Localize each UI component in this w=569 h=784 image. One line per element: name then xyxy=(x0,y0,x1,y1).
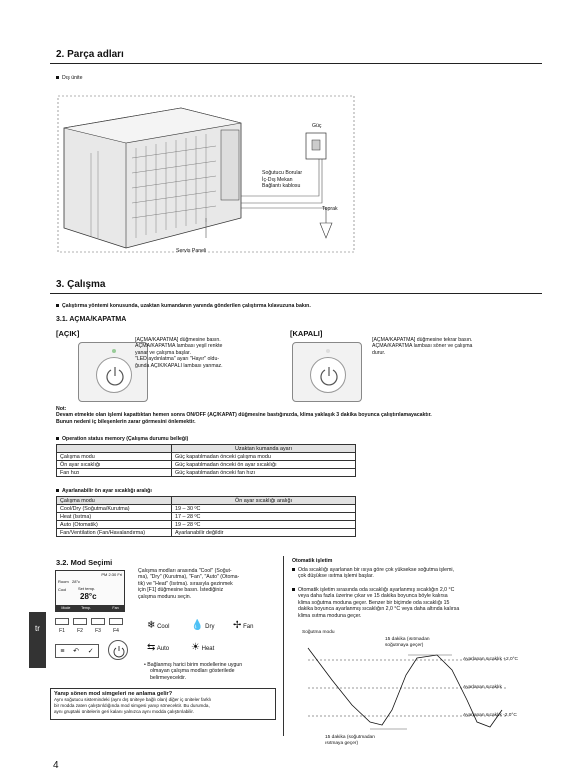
power-icon xyxy=(109,641,129,661)
off-label: [KAPALI] xyxy=(290,329,323,338)
fan-icon: ✢ xyxy=(233,620,242,631)
remote-lcd: PM 2:30 Fri Room 28°c Cool Set temp. 28°c Mode Temp. Fan xyxy=(55,570,125,612)
power-button-off[interactable] xyxy=(310,357,346,393)
graph-cool-mode: Soğutma modu xyxy=(302,630,335,635)
mode-auto: ⇆ Auto xyxy=(147,642,170,653)
f3-key[interactable] xyxy=(91,618,105,625)
sub-heading-mode: 3.2. Mod Seçimi xyxy=(56,558,113,567)
auto-icon: ⇆ xyxy=(147,642,156,653)
f4-key[interactable] xyxy=(109,618,123,625)
return-icon[interactable]: ↶ xyxy=(73,648,80,655)
mode-fan: ✢ Fan xyxy=(233,620,254,631)
droplet-icon: 💧 xyxy=(191,620,204,631)
divider xyxy=(50,293,542,294)
label-service-panel: Servis Paneli xyxy=(176,248,207,254)
table-row: Fan/Ventilation (Fan/Havalandırma) Ayarlanabilir değildir xyxy=(57,529,356,537)
auto-title: Otomatik işletim xyxy=(292,558,333,564)
f-keys xyxy=(55,618,123,625)
power-button-on[interactable] xyxy=(96,357,132,393)
graph-minus: Ayarlanan sıcaklık -2,0°C xyxy=(463,713,517,718)
blink-note-box: Yanıp sönen mod simgeleri ne anlama gelir? Aynı soğutucu sistemindeki (aynı dış üniteye bağlı olan) diğer iç üniteler farklı bir modda zaten çalıştırıldığında mod simgesi yanıp sönecektir. Bu durumda, aynı gruptaki ünitelerin geri kalanı yalnızca aynı modda çalıştırılabilir. xyxy=(50,688,276,720)
label-power: Güç xyxy=(312,123,322,129)
off-text: [AÇMA/KAPATMA] düğmesine tekrar basın. AÇMA/KAPATMA lambası söner ve çalışma durur. xyxy=(372,337,473,356)
table-row: Çalışma modu Güç kapatılmadan önceki çalışma modu xyxy=(57,453,356,461)
memory-title: Operation status memory (Çalışma durumu belleği) xyxy=(56,436,188,442)
table-row: Heat (Isıtma) 17 – 28 ºC xyxy=(57,513,356,521)
graph-heat-switch: 15 dakika (ısıtmadan soğutmaya geçer) xyxy=(385,637,430,648)
table-row: Ön ayar sıcaklığı Güç kapatılmadan önceki ön ayar sıcaklığı xyxy=(57,461,356,469)
mode-text: Çalışma modları arasında "Cool" (Soğut- ma), "Dry" (Kurutma), "Fan", "Auto" (Otoma- tik) ve "Heat" (Isıtma). sırasıyla gezinmek için [F1] düğmesine basın. İstediğiniz çalışma modunu seçin. xyxy=(138,568,240,600)
snowflake-icon: ❄ xyxy=(147,620,156,631)
intro-text: Çalıştırma yöntemi konusunda, uzaktan kumandanın yanında gönderilen çalıştırma kılavuzuna bakın. xyxy=(56,303,311,309)
graph-set: Ayarlanan sıcaklık xyxy=(463,685,502,690)
mode-heat: ☀ Heat xyxy=(191,642,215,653)
outdoor-unit-diagram xyxy=(56,88,356,258)
f-key-labels: F1 F2 F3 F4 xyxy=(59,628,119,634)
mode-cool: ❄ Cool xyxy=(147,620,170,631)
led-off xyxy=(326,349,330,353)
section-2-title: 2. Parça adları xyxy=(56,49,124,60)
page-number: 4 xyxy=(53,760,59,771)
check-icon[interactable]: ✓ xyxy=(87,648,94,655)
note: Not: Devam etmekte olan işlemi kapattıktan hemen sonra ON/OFF (AÇ/KAPAT) düğmesine bastığınızda, klima yaklaşık 3 dakika boyunca çalıştırılamayacaktır. Bunun nedeni iç bileşenlerin zarar görmesini önlemektir. xyxy=(56,406,432,425)
led-on xyxy=(112,349,116,353)
lcd-footer: Mode Temp. Fan xyxy=(56,605,124,611)
power-icon xyxy=(97,358,133,394)
label-ground: Toprak xyxy=(322,206,338,212)
graph-cool-switch: 15 dakika (soğutmadan ısıtmaya geçer) xyxy=(325,735,375,746)
column-divider xyxy=(283,556,284,736)
auto-bullet-1: Oda sıcaklığı ayarlanan bir ısıya göre çok yüksekse soğutma işlemi, çok düşükse ısıtma işlemi başlar. xyxy=(292,567,454,580)
sub-heading-on-off: 3.1. AÇMA/KAPATMA xyxy=(56,316,127,323)
label-pipes: Soğutucu Borular İç-Dış Mekan Bağlantı kablosu xyxy=(262,170,303,189)
remote-keys xyxy=(55,644,99,658)
on-label: [AÇIK] xyxy=(56,329,80,338)
mode-bullet: • Bağlanmış harici birim modellerine uygun olmayan çalışma modları gösterilede belirmeyecektir. xyxy=(144,662,243,681)
divider xyxy=(50,63,542,64)
table-row: Auto (Otomatik) 19 – 28 ºC xyxy=(57,521,356,529)
power-icon xyxy=(311,358,347,394)
f1-key[interactable] xyxy=(55,618,69,625)
f2-key[interactable] xyxy=(73,618,87,625)
range-title: Ayarlanabilir ön ayar sıcaklığı aralığı xyxy=(56,488,152,494)
graph-plus: Ayarlanan sıcaklık +2,0°C xyxy=(463,657,519,662)
remote-power-button[interactable] xyxy=(108,640,128,660)
table-row: Fan hızı Güç kapatılmadan önceki fan hızı xyxy=(57,469,356,477)
range-table: Çalışma modu Ön ayar sıcaklığı aralığı Cool/Dry (Soğutma/Kurutma) 19 – 30 ºC Heat (Isıtma) 17 – 28 ºC Auto (Otomatik) 19 – 28 ºC Fan/Ventilation (Fan/Havalandırma) Ayarlanabilir değildir xyxy=(56,496,356,537)
mode-dry: 💧 Dry xyxy=(191,620,215,631)
language-tab: tr xyxy=(29,612,46,668)
sun-icon: ☀ xyxy=(191,642,200,653)
menu-icon[interactable]: ≡ xyxy=(60,647,65,655)
memory-table: Uzaktan kumanda ayarı Çalışma modu Güç kapatılmadan önceki çalışma modu Ön ayar sıcaklığı Güç kapatılmadan önceki ön ayar sıcaklığı Fan hızı Güç kapatılmadan önceki fan hızı xyxy=(56,444,356,477)
table-row: Cool/Dry (Soğutma/Kurutma) 19 – 30 ºC xyxy=(57,505,356,513)
section-3-title: 3. Çalışma xyxy=(56,279,106,290)
auto-bullet-2: Otomatik işletim sırasında oda sıcaklığı ayarlanmış sıcaklığın 2,0 °C veya daha fazla üzerine çıkar ve 15 dakika boyunca böyle kalırsa klima soğutma moduna geçer. Benzer bir biçimde oda sıcaklığı 15 dakika boyunca ayarlanmış sıcaklığın 2,0 °C veya daha altında kalırsa klima ısıtma moduna geçer. xyxy=(292,587,459,619)
on-text: [AÇMA/KAPATMA] düğmesine basın. AÇMA/KAPATMA lambası yeşil renkte yanar ve çalışma başlar. "LED aydınlatma" ayarı "Hayır" oldu- ğunda AÇIK/KAPALI lambası yanmaz. xyxy=(135,337,223,369)
off-panel xyxy=(292,342,362,402)
outdoor-unit-label: Dış ünite xyxy=(56,75,82,81)
